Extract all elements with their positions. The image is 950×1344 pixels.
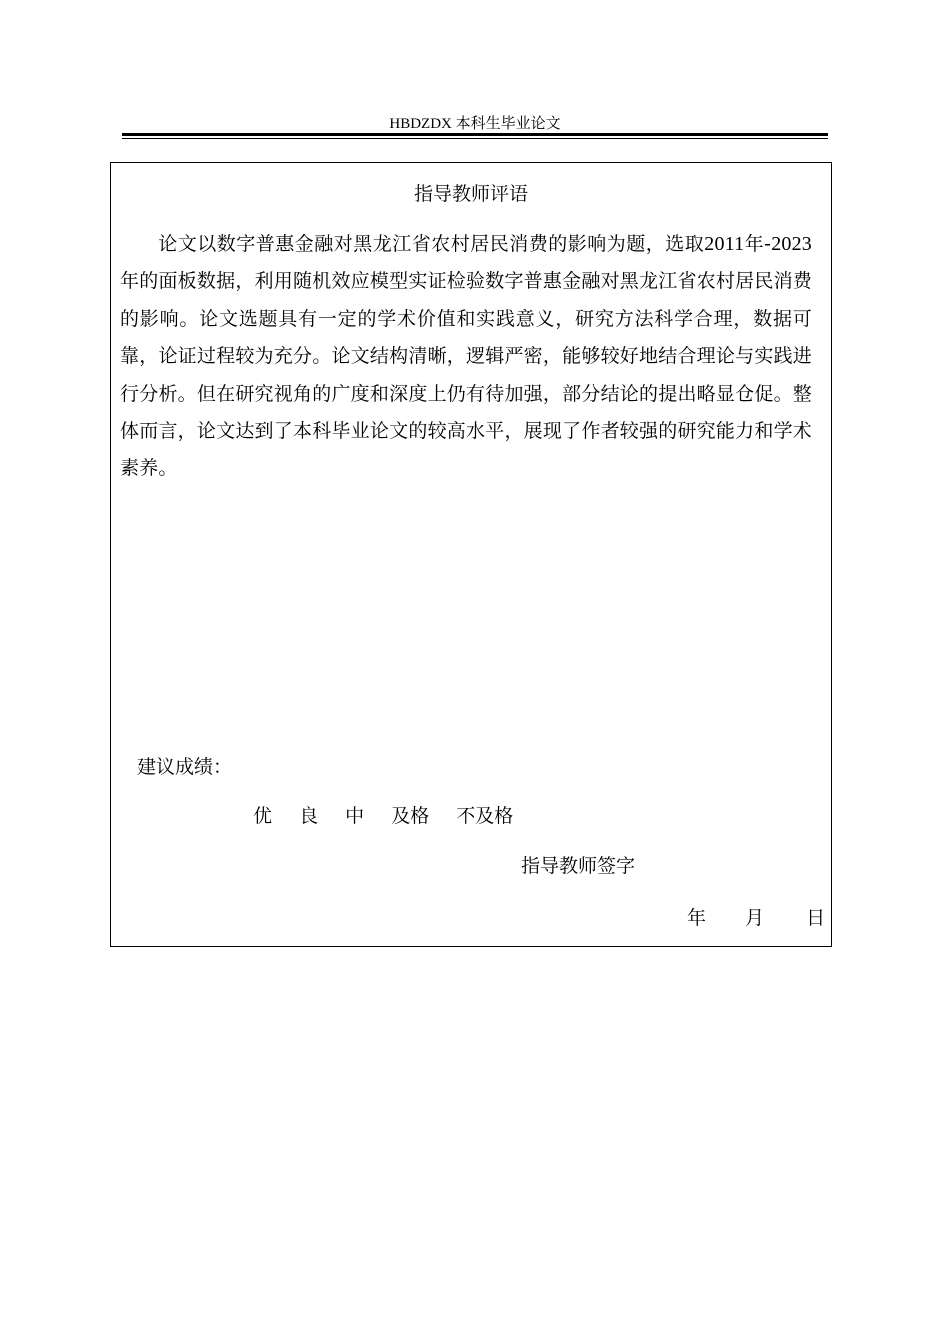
header-rule-thick xyxy=(122,133,828,136)
grade-label: 建议成绩： xyxy=(137,756,233,778)
comment-rest: 年的面板数据，利用随机效应模型实证检验数字普惠金融对黑龙江省农村居民消费的影响。论文选题具有一定的学术价值和实践意义，研究方法科学合理，数据可靠，论证过程较为充分。论文结构清晰，逻辑严密，能够较好地结合理论与实践进行分析。但在研究视角的广度和深度上仍有待加强，部分结论的提出略显仓促。整体而言，论文达到了本科毕业论文的较高水平，展现了作者较强的研究能力和学术素养。 xyxy=(120,270,812,480)
year-start: 2011 xyxy=(704,233,745,255)
grade-option-pass: 及格 xyxy=(391,805,430,827)
grade-options xyxy=(253,803,534,829)
grade-option-excellent: 优 xyxy=(253,805,273,827)
box-title: 指导教师评语 xyxy=(413,183,528,205)
date-month-label: 月 xyxy=(745,907,765,929)
grade-option-fail: 不及格 xyxy=(456,805,514,827)
grade-option-average: 中 xyxy=(345,805,365,827)
date-day-label: 日 xyxy=(806,907,826,929)
date-line xyxy=(687,905,825,931)
year-unit: 年- xyxy=(744,233,772,255)
header-rule-thin xyxy=(122,138,828,139)
grade-option-good: 良 xyxy=(299,805,319,827)
comment-body xyxy=(120,226,812,488)
advisor-comment-box xyxy=(110,162,832,947)
comment-lead: 论文以数字普惠金融对黑龙江省农村居民消费的影响为题，选取 xyxy=(158,233,705,255)
date-year-label: 年 xyxy=(687,907,707,929)
running-header: HBDZDX 本科生毕业论文 xyxy=(389,116,561,132)
year-end: 2023 xyxy=(771,233,812,255)
signature-label: 指导教师签字 xyxy=(521,855,636,877)
